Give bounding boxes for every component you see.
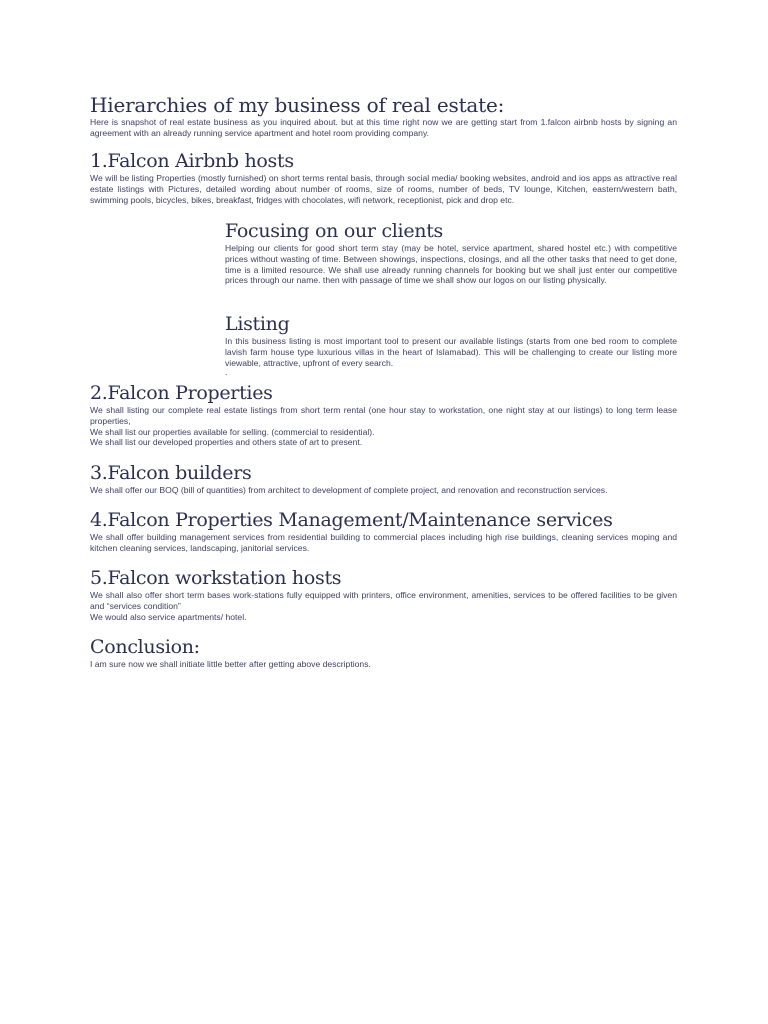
section-falcon-airbnb-hosts <box>90 150 677 205</box>
section-paragraph: We will be listing Properties (mostly furnished) on short terms rental basis, through social media/ booking websites, android and ios apps as attractive real estate listings with Pictures, detailed wording about number of rooms, size of rooms, number of beds, TV lounge, Kitchen, eastern/western bath, swimming pools, bicycles, bikes, breakfast, fridges with chocolates, wifi network, receptionist, pick and drop etc. <box>90 173 677 205</box>
subsection-heading: Listing <box>225 313 290 335</box>
subsection-listing <box>225 313 677 376</box>
section-heading: 1.Falcon Airbnb hosts <box>90 150 294 172</box>
section-paragraph-line: We shall also offer short term bases work-stations fully equipped with printers, office environment, amenities, services to be offered facilities to be given and “services condition” <box>90 590 677 611</box>
subsection-focusing-on-clients <box>225 220 677 286</box>
section-paragraph-line: We shall list our properties available for selling. (commercial to residential). <box>90 426 375 437</box>
section-heading: 5.Falcon workstation hosts <box>90 567 342 589</box>
intro-section <box>90 93 677 139</box>
trailing-period: . <box>225 367 228 378</box>
section-paragraph-line: We shall list our developed properties and others state of art to present. <box>90 437 363 448</box>
document-title: Hierarchies of my business of real estate: <box>90 93 505 117</box>
subsection-paragraph: Helping our clients for good short term stay (may be hotel, service apartment, shared hostel etc.) with competitive prices without wasting of time. Between showings, inspections, closings, and all the other tasks that need to get done, time is a limited resource. We shall use already running channels for booking but we shall just enter our competitive prices through our name. then with passage of time we shall show our logos on our listing physically. <box>225 243 677 286</box>
section-falcon-management <box>90 509 677 554</box>
subsection-heading: Focusing on our clients <box>225 220 444 242</box>
section-falcon-builders <box>90 462 677 496</box>
section-paragraph-line: We shall listing our complete real estate listings from short term rental (one hour stay to workstation, one night stay at our listings) to long term lease properties, <box>90 405 677 426</box>
section-heading: Conclusion: <box>90 636 200 658</box>
section-paragraph-line: We would also service apartments/ hotel. <box>90 611 247 622</box>
section-paragraph: I am sure now we shall initiate little better after getting above descriptions. <box>90 659 371 669</box>
section-heading: 3.Falcon builders <box>90 462 252 484</box>
section-falcon-properties <box>90 382 677 448</box>
section-falcon-workstation-hosts <box>90 567 677 622</box>
section-paragraph: We shall offer our BOQ (bill of quantities) from architect to development of complete project, and renovation and reconstruction services. <box>90 485 608 495</box>
section-paragraph: We shall offer building management services from residential building to commercial places including high rise buildings, cleaning services moping and kitchen cleaning services, landscaping, janitorial services. <box>90 532 677 553</box>
section-heading: 2.Falcon Properties <box>90 382 273 404</box>
section-heading: 4.Falcon Properties Management/Maintenance services <box>90 509 613 531</box>
intro-paragraph: Here is snapshot of real estate business as you inquired about. but at this time right now we are getting start from 1.falcon airbnb hosts by signing an agreement with an already running service apartment and hotel room providing company. <box>90 117 677 138</box>
subsection-paragraph: In this business listing is most important tool to present our available listings (starts from one bed room to complete lavish farm house type luxurious villas in the heart of Islamabad). This will be challenging to create our listing more viewable, attractive, upfront of every search. <box>225 336 677 368</box>
section-conclusion <box>90 636 677 670</box>
